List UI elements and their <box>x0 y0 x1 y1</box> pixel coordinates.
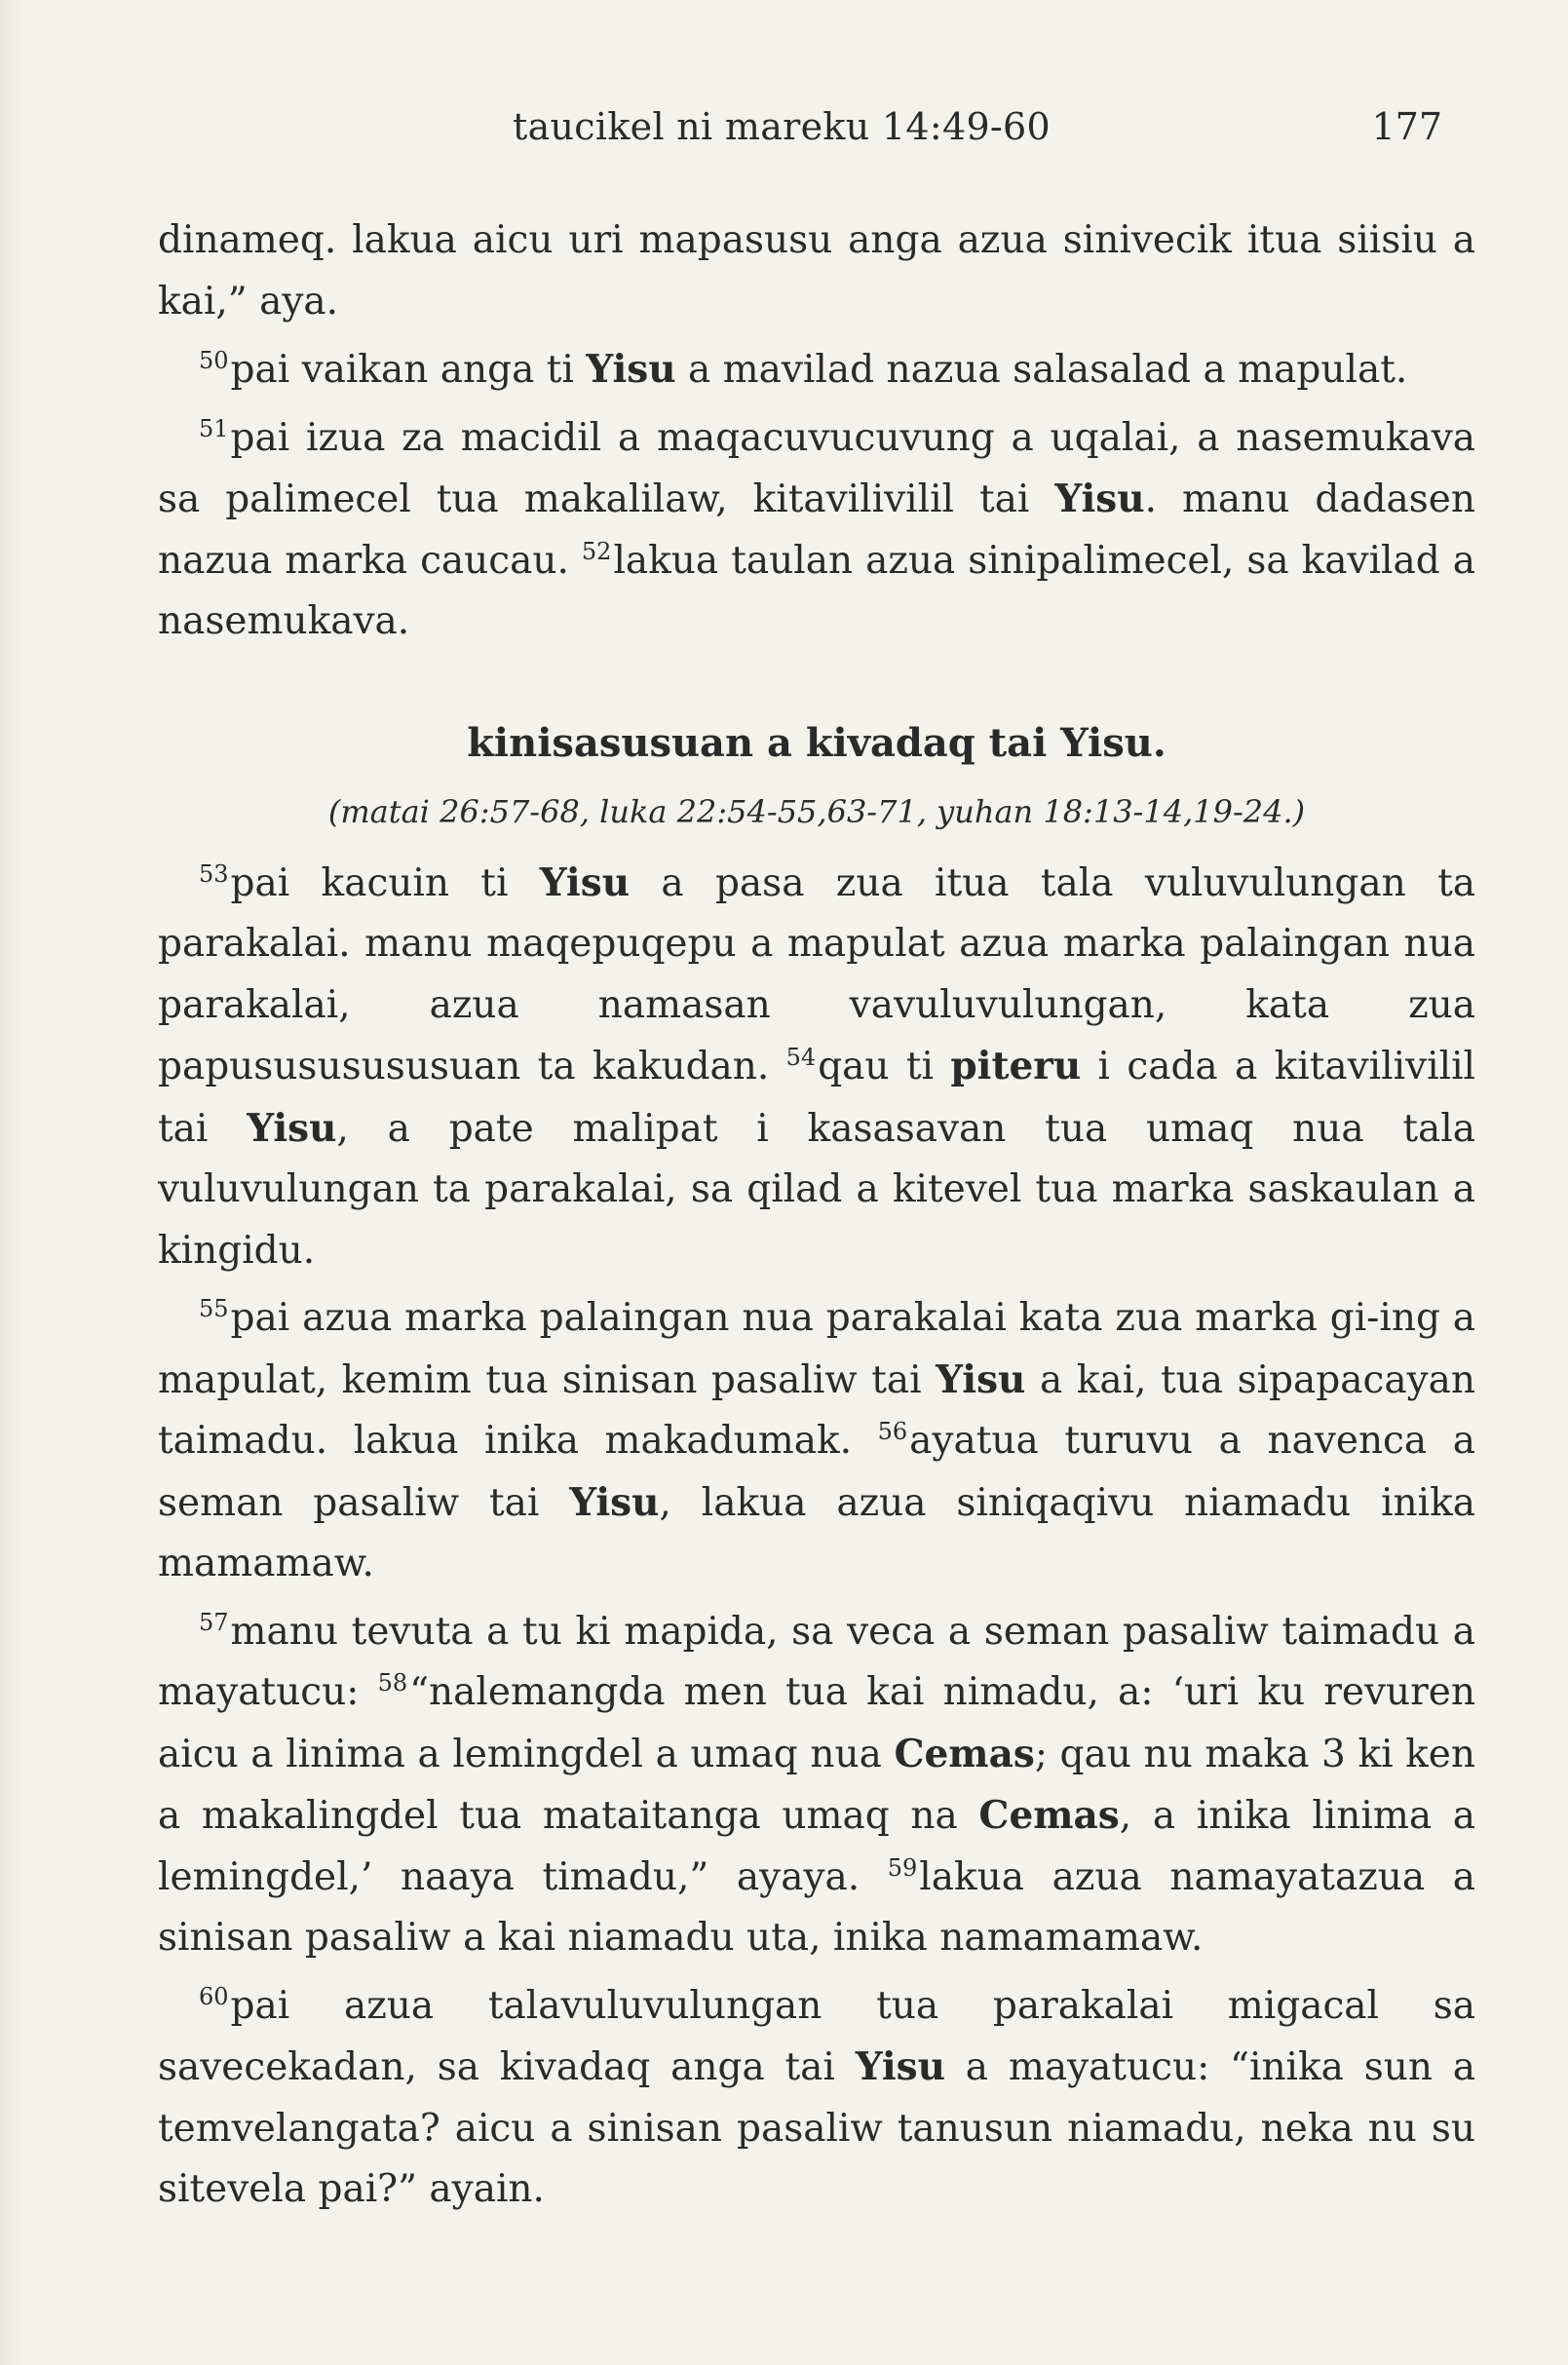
verse-number: 58 <box>377 1669 408 1697</box>
page-number: 177 <box>1371 105 1442 148</box>
paragraph-group-after-heading <box>158 853 1475 2221</box>
paragraph-p50 <box>158 339 1475 401</box>
paragraph-p51 <box>158 408 1475 653</box>
verse-number: 50 <box>199 347 229 374</box>
text-segment: a kai, tua sipapacayan taimadu. lakua inika makadumak. <box>158 1357 1475 1463</box>
bold-name: Yisu <box>1054 477 1145 521</box>
bold-name: Cemas <box>894 1731 1035 1776</box>
text-segment: a mayatucu: “inika sun a temvelangata? aicu a sinisan pasaliw tanusun niamadu, neka nu su sitevela pai?” ayain. <box>158 2045 1475 2211</box>
verse-number: 52 <box>581 537 612 565</box>
bold-name: Cemas <box>978 1793 1120 1838</box>
running-title: taucikel ni mareku 14:49-60 <box>513 105 1052 148</box>
text-segment: . manu dadasen nazua marka caucau. <box>158 477 1475 583</box>
body-text <box>158 210 1475 2228</box>
section-reference: (matai 26:57-68, luka 22:54-55,63-71, yuhan 18:13-14,19-24.) <box>327 793 1306 830</box>
bold-name: Yisu <box>247 1105 337 1151</box>
page-header <box>156 105 1472 164</box>
bold-name: Yisu <box>539 859 631 905</box>
verse-number: 56 <box>877 1418 908 1445</box>
verse-number: 53 <box>199 859 229 888</box>
paragraph-p60 <box>158 1976 1475 2221</box>
verse-number: 55 <box>199 1295 229 1322</box>
verse-number: 59 <box>887 1853 918 1882</box>
text-segment: lakua taulan azua sinipalimecel, sa kavilad a nasemukava. <box>158 538 1475 643</box>
text-segment: pai azua talavuluvulungan tua parakalai migacal sa savecekadan, sa kivadaq anga tai <box>158 1983 1475 2089</box>
bold-name: Yisu <box>586 347 676 392</box>
paragraph-p49cont <box>158 210 1475 332</box>
text-segment: pai vaikan anga ti <box>230 348 587 392</box>
text-segment: “nalemangda men tua kai nimadu, a: ‘uri ku revuren aicu a linima a lemingdel a umaq nua <box>158 1670 1476 1776</box>
verse-number: 51 <box>199 414 229 442</box>
text-segment: dinameq. lakua aicu uri mapasusu anga azua sinivecik itua siisiu a kai,” aya. <box>158 218 1475 324</box>
verse-number: 54 <box>785 1044 817 1071</box>
text-segment: a mavilad nazua salasalad a mapulat. <box>675 348 1408 392</box>
section-heading: kinisasusuan a kivadaq tai Yisu. <box>467 719 1166 766</box>
text-segment: lakua azua namayatazua a sinisan pasaliw a kai niamadu uta, inika namamamaw. <box>158 1854 1475 1960</box>
text-segment: i cada a kitavilivilil tai <box>158 1045 1476 1151</box>
paragraph-p57 <box>158 1602 1475 1969</box>
text-segment: ayatua turuvu a navenca a seman pasaliw tai <box>158 1419 1475 1525</box>
text-segment: pai azua marka palaingan nua parakalai kata zua marka gi-ing a mapulat, kemim tua sinisan pasaliw tai <box>158 1296 1475 1402</box>
paragraph-p55 <box>158 1288 1475 1595</box>
text-segment: a pasa zua itua tala vuluvulungan ta parakalai. manu maqepuqepu a mapulat azua marka palaingan nua parakalai, azua namasan vavuluvulungan, kata zua papusususususuan ta kakudan. <box>158 860 1475 1088</box>
text-segment: pai izua za macidil a maqacuvucuvung a uqalai, a nasemukava sa palimecel tua makalilaw, kitavilivilil tai <box>158 415 1475 521</box>
text-segment: manu tevuta a tu ki mapida, sa veca a seman pasaliw taimadu a mayatucu: <box>158 1609 1475 1714</box>
text-segment: , lakua azua siniqaqivu niamadu inika mamamaw. <box>158 1480 1476 1585</box>
bold-name: Yisu <box>855 2044 945 2089</box>
verse-number: 60 <box>199 1982 229 2010</box>
text-segment: qau ti <box>818 1045 951 1088</box>
bold-name: Yisu <box>569 1479 660 1525</box>
paragraph-p53 <box>158 853 1475 1282</box>
text-segment: ; qau nu maka 3 ki ken a makalingdel tua mataitanga umaq na <box>158 1732 1476 1838</box>
paragraph-group-before-heading <box>158 210 1475 653</box>
text-segment: , a inika linima a lemingdel,’ naaya timadu,” ayaya. <box>158 1794 1475 1899</box>
verse-number: 57 <box>199 1608 229 1636</box>
bold-name: piteru <box>950 1044 1082 1088</box>
text-segment: pai kacuin ti <box>230 860 540 905</box>
text-segment: , a pate malipat i kasasavan tua umaq nua tala vuluvulungan ta parakalai, sa qilad a kitevel tua marka saskaulan a kingidu. <box>158 1106 1475 1273</box>
bold-name: Yisu <box>936 1356 1026 1402</box>
